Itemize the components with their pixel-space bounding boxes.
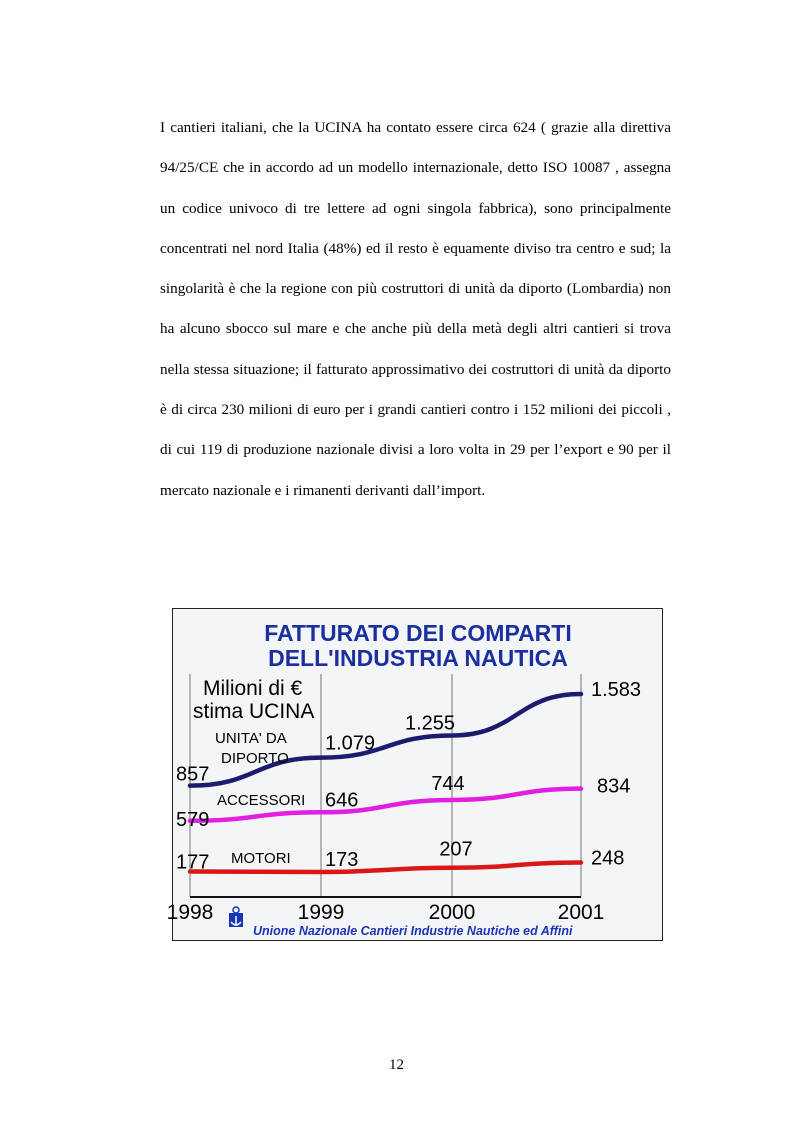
data-label-motori-1999: 173 — [325, 849, 359, 871]
data-label-unita-da-diporto-1998: 857 — [176, 763, 210, 786]
data-label-unita-da-diporto-1999: 1.079 — [325, 732, 376, 755]
series-name-accessori: ACCESSORI — [217, 792, 306, 809]
data-label-motori-2001: 248 — [591, 847, 625, 870]
chart-title-line2: DELL'INDUSTRIA NAUTICA — [268, 645, 568, 671]
chart-unit-label: Milioni di € — [203, 677, 303, 700]
data-label-accessori-2000: 744 — [431, 772, 465, 795]
x-tick-1999: 1999 — [297, 901, 345, 924]
x-tick-2000: 2000 — [428, 901, 476, 924]
data-label-accessori-1998: 579 — [176, 808, 210, 831]
chart-title-line1: FATTURATO DEI COMPARTI — [264, 620, 572, 646]
data-label-motori-2000: 207 — [439, 838, 473, 861]
anchor-logo-icon — [229, 907, 243, 927]
page-number: 12 — [389, 1057, 404, 1073]
data-label-unita-da-diporto-2000: 1.255 — [404, 712, 456, 735]
body-paragraph: I cantieri italiani, che la UCINA ha contato essere circa 624 ( grazie alla direttiva 94/25/CE che in accordo ad un modello internazionale, detto ISO 10087 , assegna un codice univoco di tre lettere ad ogni singola fabbrica), sono principalmente concentrati nel nord Italia (48%) ed il resto è equamente diviso tra centro e sud; la singolarità è che la regione con più costruttori di unità da diporto (Lombardia) non ha alcuno sbocco sul mare e che anche più della metà degli altri cantieri si trova nella stessa situazione; il fatturato approssimativo dei costruttori di unità da diporto è di circa 230 milioni di euro per i grandi cantieri contro i 152 milioni dei piccoli , di cui 119 di produzione nazionale divisi a loro volta in 29 per l’export e 90 per il mercato nazionale e i rimanenti derivanti dall’import. — [160, 119, 671, 499]
series-name-motori: MOTORI — [231, 850, 291, 867]
data-label-accessori-2001: 834 — [597, 775, 631, 798]
chart-footer: Unione Nazionale Cantieri Industrie Nautiche ed Affini — [253, 924, 573, 938]
x-tick-1998: 1998 — [166, 901, 214, 924]
series-name-diporto-line2: DIPORTO — [221, 750, 289, 767]
data-label-accessori-1999: 646 — [325, 789, 359, 812]
series-name-diporto-line1: UNITA' DA — [215, 730, 287, 747]
revenue-chart-figure — [166, 608, 663, 941]
data-label-unita-da-diporto-2001: 1.583 — [591, 679, 642, 702]
x-tick-2001: 2001 — [557, 901, 605, 924]
revenue-line-chart — [166, 609, 664, 942]
data-label-motori-1998: 177 — [176, 851, 210, 874]
chart-source-label: stima UCINA — [193, 700, 315, 723]
